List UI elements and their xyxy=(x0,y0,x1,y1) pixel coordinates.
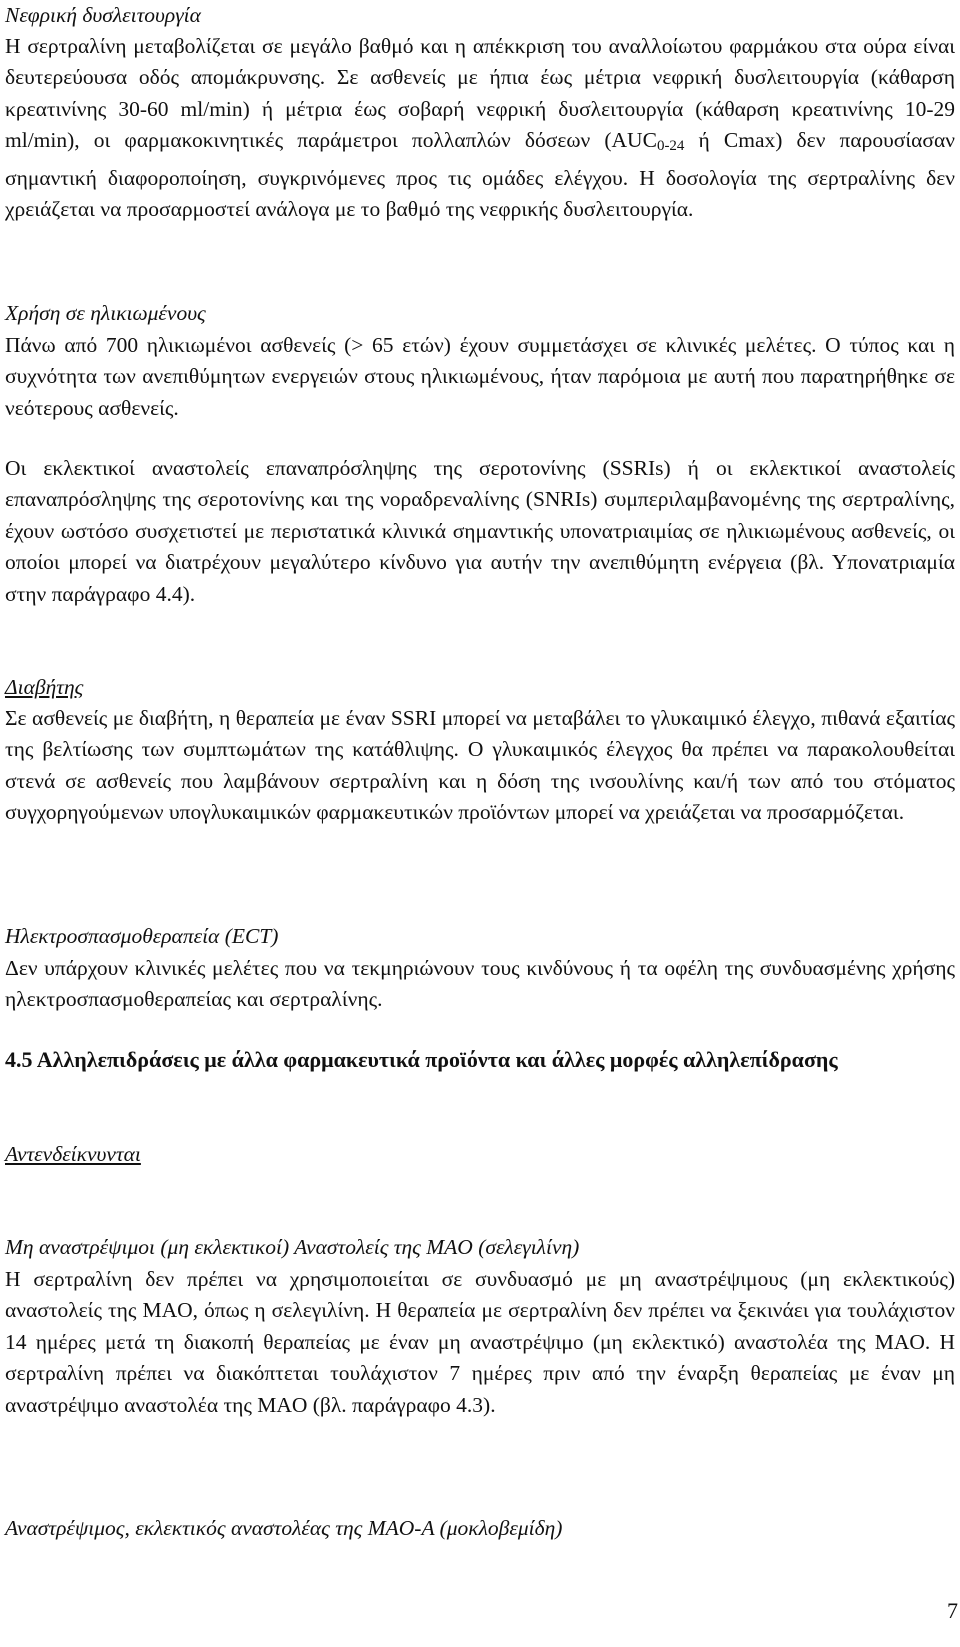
ect-paragraph: Δεν υπάρχουν κλινικές μελέτες που να τεκμηριώνουν τους κινδύνους ή τα οφέλη της συνδυασμένης χρήσης ηλεκτροσπασμοθεραπείας και σερτραλίνης. xyxy=(5,956,955,1012)
page-number: 7 xyxy=(947,1598,958,1623)
mao-irreversible-paragraph: Η σερτραλίνη δεν πρέπει να χρησιμοποιείται σε συνδυασμό με μη αναστρέψιμους (μη εκλεκτικούς) αναστολείς της MAO, όπως η σελεγιλίνη. Η θεραπεία με σερτραλίνη δεν πρέπει να ξεκινάει για τουλάχιστον 14 ημέρες μετά τη διακοπή θεραπείας με έναν μη αναστρέψιμο (μη εκλεκτικό) αναστολέα της MAO. Η σερτραλίνη πρέπει να διακόπτεται τουλάχιστον 7 ημέρες πριν από την έναρξη θεραπείας με έναν μη αναστρέψιμο αναστολέα της MAO (βλ. παράγραφο 4.3). xyxy=(5,1267,955,1417)
diabetes-heading: Διαβήτης xyxy=(5,675,84,699)
mao-reversible-heading: Αναστρέψιμος, εκλεκτικός αναστολέας της MAO-A (μοκλοβεμίδη) xyxy=(5,1516,563,1540)
auc-subscript: 0-24 xyxy=(656,138,685,155)
contraindicated-heading: Αντενδείκνυνται xyxy=(5,1142,141,1166)
renal-paragraph xyxy=(5,31,955,225)
renal-text-2: ή Cmax) δεν παρουσίασαν σημαντική διαφοροποίηση, συγκρινόμενες προς τις ομάδες ελέγχου. Η δοσολογία της σερτραλίνης δεν χρειάζεται να προσαρμοστεί ανάλογα με το βαθμό της νεφρικής δυσλειτουργία. xyxy=(5,128,955,222)
diabetes-paragraph: Σε ασθενείς με διαβήτη, η θεραπεία με έναν SSRI μπορεί να μεταβάλει το γλυκαιμικό έλεγχο, πιθανά εξαιτίας της βελτίωσης των συμπτωμάτων της κατάθλιψης. Ο γλυκαιμικός έλεγχος θα πρέπει να παρακολουθείται στενά σε ασθενείς που λαμβάνουν σερτραλίνη και η δόση της ινσουλίνης και/ή των από του στόματος συγχορηγούμενων υπογλυκαιμικών φαρμακευτικών προϊόντων μπορεί να χρειάζεται να προσαρμόζεται. xyxy=(5,706,955,825)
ect-heading: Ηλεκτροσπασμοθεραπεία (ECT) xyxy=(5,924,279,948)
mao-irreversible-heading: Μη αναστρέψιμοι (μη εκλεκτικοί) Αναστολείς της MAO (σελεγιλίνη) xyxy=(5,1235,580,1259)
renal-heading: Νεφρική δυσλειτουργία xyxy=(5,3,201,27)
elderly-heading: Χρήση σε ηλικιωμένους xyxy=(5,301,206,325)
section-4-5-heading: 4.5 Αλληλεπιδράσεις με άλλα φαρμακευτικά προϊόντα και άλλες μορφές αλληλεπίδρασης xyxy=(5,1047,838,1072)
elderly-paragraph: Πάνω από 700 ηλικιωμένοι ασθενείς (> 65 ετών) έχουν συμμετάσχει σε κλινικές μελέτες. Ο τύπος και η συχνότητα των ανεπιθύμητων ενεργειών στους ηλικιωμένους, ήταν παρόμοια με αυτή που παρατηρήθηκε σε νεότερους ασθενείς. xyxy=(5,333,955,420)
renal-text-1: Η σερτραλίνη μεταβολίζεται σε μεγάλο βαθμό και η απέκκριση του αναλλοίωτου φαρμάκου στα ούρα είναι δευτερεύουσα οδός απομάκρυνσης. Σε ασθενείς με ήπια έως μέτρια νεφρική δυσλειτουργία (κάθαρση κρεατινίνης 30-60 ml/min) ή μέτρια έως σοβαρή νεφρική δυσλειτουργία (κάθαρση κρεατινίνης 10-29 ml/min), οι φαρμακοκινητικές παράμετροι πολλαπλών δόσεων (AUC xyxy=(5,34,955,153)
ssri-paragraph: Οι εκλεκτικοί αναστολείς επαναπρόσληψης της σεροτονίνης (SSRIs) ή οι εκλεκτικοί αναστολείς επαναπρόσληψης της σεροτονίνης και της νοραδρεναλίνης (SNRIs) συμπεριλαμβανομένης της σερτραλίνης, έχουν ωστόσο συσχετιστεί με περιστατικά κλινικά σημαντικής υπονατριαιμίας σε ηλικιωμένους ασθενείς, οι οποίοι μπορεί να διατρέχουν μεγαλύτερο κίνδυνο για αυτήν την ανεπιθύμητη ενέργεια (βλ. Υπονατριαμία στην παράγραφο 4.4). xyxy=(5,456,955,606)
